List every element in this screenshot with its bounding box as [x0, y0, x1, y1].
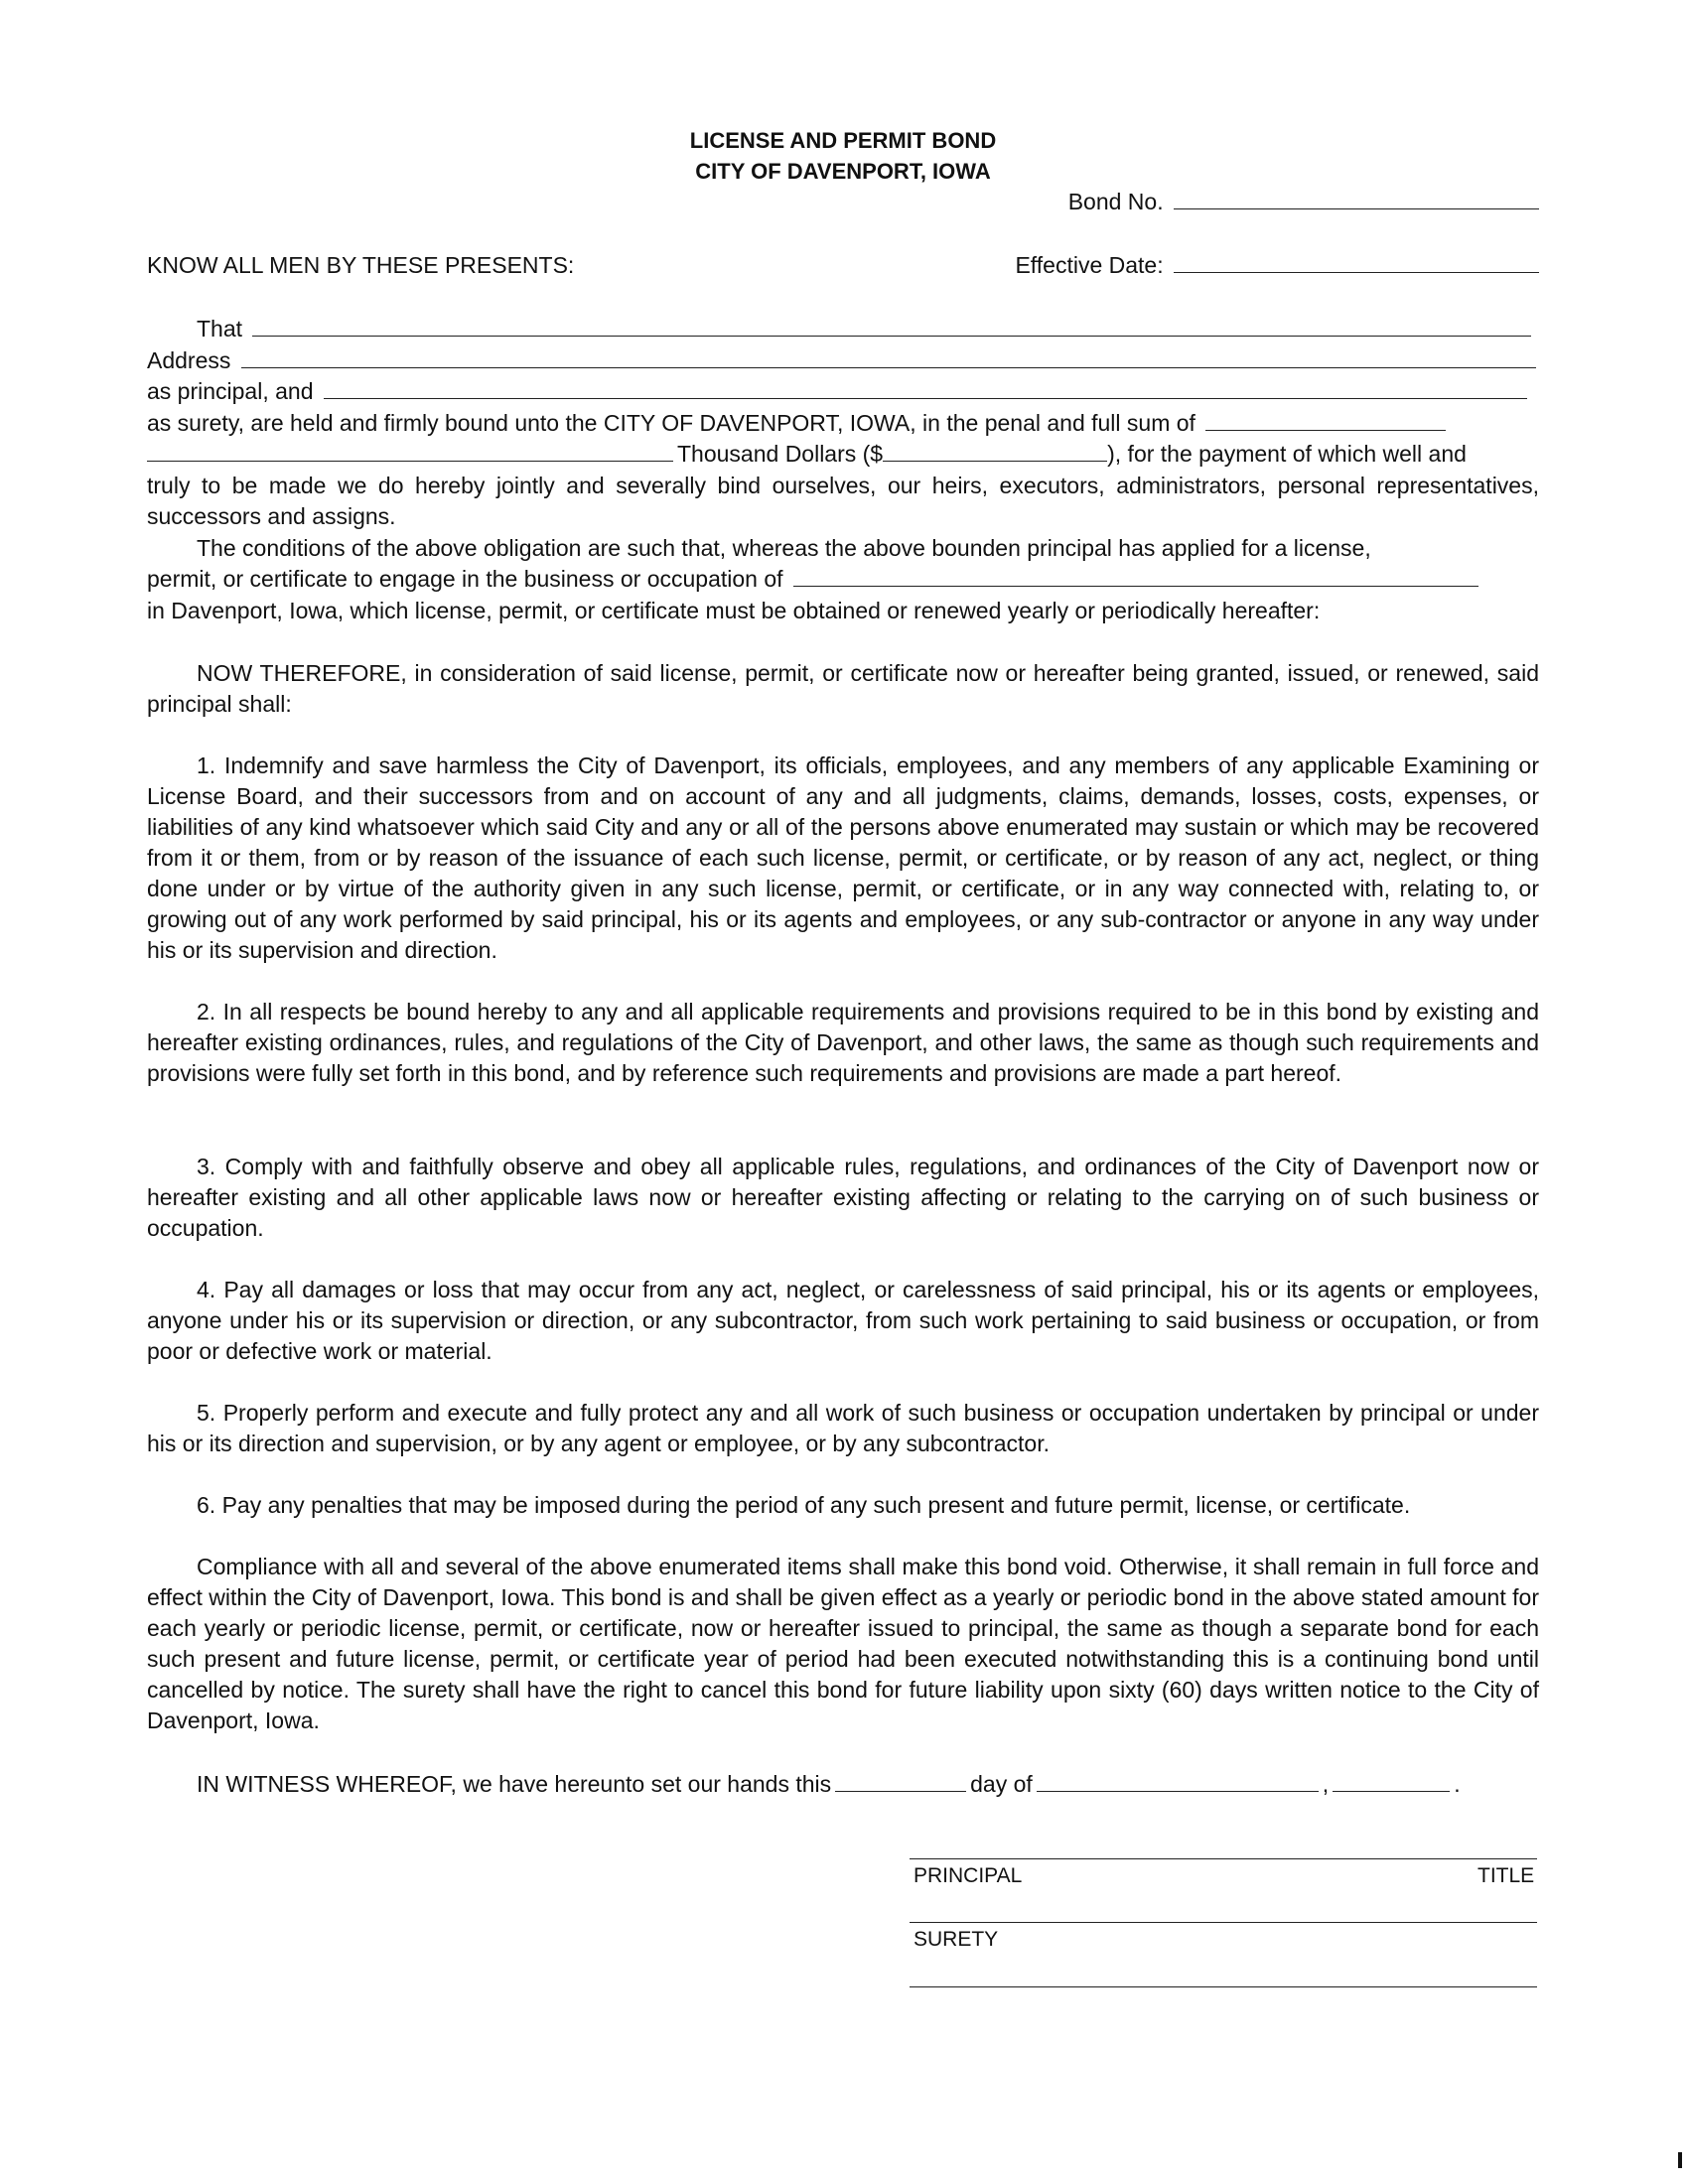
- principal-signature-label: PRINCIPAL: [914, 1864, 1023, 1887]
- principal-row: [147, 376, 1539, 407]
- surety-attorney-signature-line[interactable]: [910, 1986, 1537, 1987]
- period-text: .: [1454, 1771, 1461, 1797]
- davenport-line: in Davenport, Iowa, which license, permit, or certificate must be obtained or renewed yearly or periodically hereafter:: [147, 598, 1321, 623]
- effective-date-group: [1015, 250, 1539, 281]
- thousand-text: Thousand Dollars ($: [677, 441, 884, 467]
- bond-no-row: [147, 187, 1539, 217]
- item-4: 4. Pay all damages or loss that may occur from any act, neglect, or carelessness of said principal, his or its agents or employees, anyone under his or its supervision or direction, or any subcontractor, from such work pertaining to said business or occupation, or from poor or defective work or material.: [147, 1277, 1539, 1364]
- item-6: 6. Pay any penalties that may be imposed during the period of any such present and future permit, license, or certificate.: [197, 1492, 1411, 1518]
- know-all-row: [147, 250, 1539, 281]
- day-of-text: day of: [970, 1771, 1033, 1797]
- principal-label: as principal, and: [147, 378, 314, 404]
- now-therefore-paragraph: NOW THEREFORE, in consideration of said license, permit, or certificate now or hereafter being granted, issued, or renewed, said principal shall:: [147, 660, 1539, 717]
- item-5: 5. Properly perform and execute and fully protect any and all work of such business or occupation undertaken by principal or under his or its direction and supervision, or by any agent or employee, or by any subcontractor.: [147, 1400, 1539, 1456]
- thousand-words-field[interactable]: [147, 441, 673, 462]
- address-row: [147, 345, 1539, 376]
- document-subtitle: CITY OF DAVENPORT, IOWA: [695, 159, 991, 184]
- principal-field[interactable]: [324, 378, 1527, 399]
- surety-signature-line[interactable]: [910, 1922, 1537, 1923]
- witness-year-field[interactable]: [1333, 1771, 1450, 1792]
- penal-sum-field[interactable]: [1205, 410, 1446, 431]
- that-field[interactable]: [252, 316, 1531, 337]
- principal-signature-line[interactable]: [910, 1858, 1537, 1859]
- business-row: [147, 564, 1539, 595]
- title-signature-label: TITLE: [1477, 1864, 1535, 1887]
- address-label: Address: [147, 347, 231, 373]
- surety-text: as surety, are held and firmly bound unto the CITY OF DAVENPORT, IOWA, in the penal and full sum of: [147, 410, 1196, 436]
- witness-row: [147, 1769, 1539, 1800]
- bond-no-label: Bond No.: [1067, 189, 1164, 214]
- dollar-amount-field[interactable]: [883, 441, 1107, 462]
- item-2: 2. In all respects be bound hereby to any and all applicable requirements and provisions required to be in this bond by existing and hereafter existing ordinances, rules, and regulations of the City of Davenport, and other laws, the same as though such requirements and provisions were fully set forth in this bond, and by reference such requirements and provisions are made a part hereof.: [147, 999, 1539, 1086]
- bound-paragraph: truly to be made we do hereby jointly and severally bind ourselves, our heirs, executors, administrators, personal representatives, successors and assigns.: [147, 473, 1539, 529]
- thousand-row: [147, 439, 1539, 470]
- compliance-paragraph: Compliance with all and several of the above enumerated items shall make this bond void. Otherwise, it shall remain in full force and effect within the City of Davenport, Iowa. This bond is and shall be given effect as a yearly or periodic bond in the above stated amount for each yearly or periodic license, permit, or certificate, now or hereafter issued to principal, the same as though a separate bond for each such present and future license, permit, or certificate year of period had been executed notwithstanding this is a continuing bond until cancelled by notice. The surety shall have the right to cancel this bond for future liability upon sixty (60) days written notice to the City of Davenport, Iowa.: [147, 1554, 1539, 1733]
- document-title: LICENSE AND PERMIT BOND: [689, 128, 997, 153]
- that-row: [147, 314, 1539, 344]
- surety-row: [147, 408, 1539, 439]
- page-edge-mark: [1678, 2152, 1682, 2168]
- payment-text: ), for the payment of which well and: [1107, 441, 1467, 467]
- item-1: 1. Indemnify and save harmless the City of Davenport, its officials, employees, and any members of any applicable Examining or License Board, and their successors from and on account of any and all judgments, claims, demands, losses, costs, expenses, or liabilities of any kind whatsoever which said City and any or all of the persons above enumerated may sustain or which may be recovered from it or them, from or by reason of the issuance of each such license, permit, or certificate, or by reason of any act, neglect, or thing done under or by virtue of the authority given in any such license, permit, or certificate, or in any way connected with, relating to, or growing out of any work performed by said principal, his or its agents and employees, or any sub-contractor or anyone in any way under his or its supervision and direction.: [147, 752, 1539, 963]
- surety-signature-label: SURETY: [914, 1928, 999, 1951]
- witness-text: IN WITNESS WHEREOF, we have hereunto set our hands this: [197, 1771, 832, 1797]
- comma-text: ,: [1322, 1771, 1330, 1797]
- that-label: That: [197, 316, 243, 341]
- conditions-paragraph: The conditions of the above obligation are such that, whereas the above bounden principal has applied for a license,: [197, 535, 1371, 561]
- item-3: 3. Comply with and faithfully observe and obey all applicable rules, regulations, and ordinances of the City of Davenport now or hereafter existing and all other applicable laws now or hereafter existing affecting or relating to the carrying on of such business or occupation.: [147, 1154, 1539, 1241]
- address-field[interactable]: [241, 347, 1536, 368]
- witness-month-field[interactable]: [1037, 1771, 1319, 1792]
- effective-date-label: Effective Date:: [1015, 252, 1164, 278]
- know-all-text: KNOW ALL MEN BY THESE PRESENTS:: [147, 252, 575, 278]
- bond-no-field[interactable]: [1174, 189, 1539, 209]
- business-field[interactable]: [793, 566, 1478, 587]
- business-label: permit, or certificate to engage in the business or occupation of: [147, 566, 783, 592]
- effective-date-field[interactable]: [1174, 252, 1539, 273]
- witness-day-field[interactable]: [835, 1771, 966, 1792]
